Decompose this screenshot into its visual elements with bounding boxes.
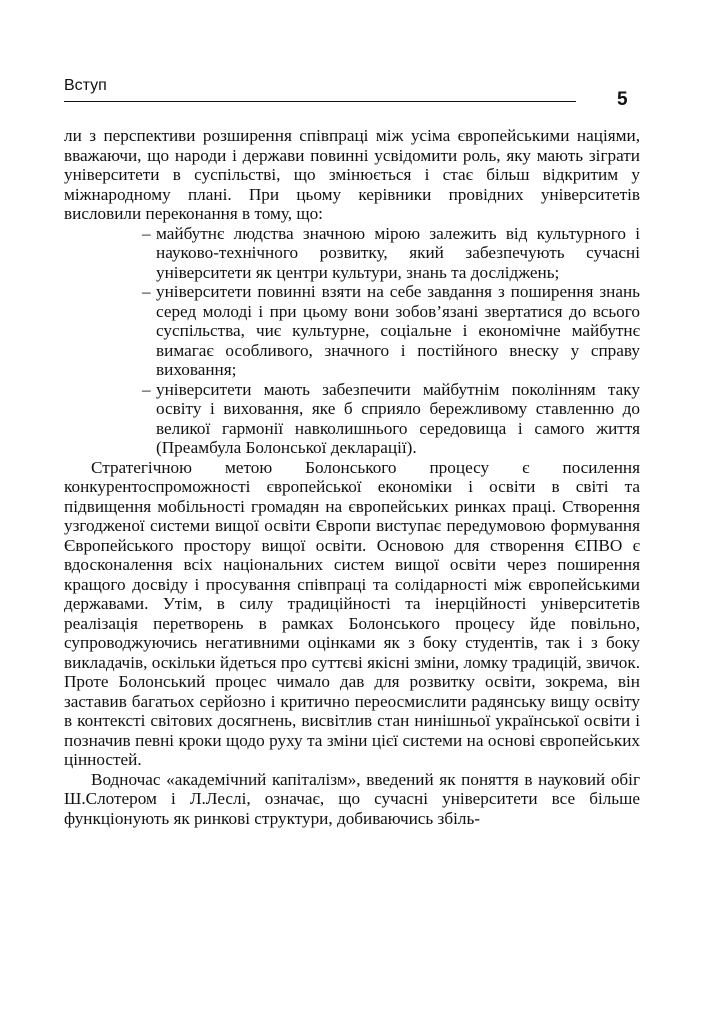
header-rule bbox=[64, 101, 576, 102]
page-header bbox=[64, 76, 630, 110]
bullet-list bbox=[64, 224, 640, 458]
body-paragraph: Стратегічною метою Болонського процесу є посилення конкурентоспроможності європейської економіки і освіти в світі та підвищення мобільності громадян на європейських ринках праці. Створення узгодженої системи вищої освіти Європи виступає передумовою формування Європейського простору вищої освіти. Основою для створення ЄПВО є вдосконалення всіх національних систем вищої освіти через поширення кращого досвіду і просування співпраці та солідарності між європейськими державами. Утім, в силу традиційності та інерційності університетів реалізація перетворень в рамках Болонського процесу йде повільно, супроводжуючись негативними оцінками як з боку студентів, так і з боку викладачів, оскільки йдеться про суттєві якісні зміни, ломку традицій, звичок. Проте Болонський процес чимало дав для розвитку освіти, зокрема, він заставив багатьох серйозно і критично переосмислити радянську вищу освіту в контексті світових досягнень, висвітлив стан нинішньої української освіти і позначив певні кроки щодо руху та зміни цієї системи на основі європейських цінностей. bbox=[64, 457, 640, 769]
bullet-item bbox=[142, 282, 640, 380]
bullet-text: університети повинні взяти на себе завдання з поширення знань серед молоді і при цьому вони зобов’язані звертатися до всього суспільства, чиє культурне, соціальне і економічне майбутнє вимагає особливого, значного і постійного внеску у справу виховання; bbox=[156, 282, 640, 379]
bullet-item bbox=[142, 380, 640, 458]
body-paragraph: Водночас «академічний капіталізм», введений як поняття в науковий обіг Ш.Слотером і Л.Леслі, означає, що сучасні університети все більше функціонують як ринкові структури, добиваючись збіль- bbox=[64, 769, 640, 828]
text-body bbox=[64, 126, 640, 828]
bullet-dash: – bbox=[142, 223, 151, 243]
bullet-text: майбутнє людства значною мірою залежить від культурного і науково-технічного розвитку, який забезпечують сучасні університети як центри культури, знань та досліджень; bbox=[156, 223, 640, 282]
page-number: 5 bbox=[617, 89, 628, 110]
bullet-item bbox=[142, 224, 640, 283]
bullet-text: університети мають забезпечити майбутнім поколінням таку освіту і виховання, яке б сприяло бережливому ставленню до великої гармонії навколишнього середовища і самого життя (Преамбула Болонської декларації). bbox=[156, 379, 640, 457]
intro-paragraph: ли з перспективи розширення співпраці між усіма європейськими націями, вважаючи, що народи і держави повинні усвідомити роль, яку мають зіграти університети в суспільстві, що змінюється і стає більш відкритим у міжнародному плані. При цьому керівники провідних університетів висловили переконання в тому, що: bbox=[64, 126, 640, 223]
section-title: Вступ bbox=[64, 77, 107, 94]
bullet-dash: – bbox=[142, 379, 151, 399]
bullet-dash: – bbox=[142, 282, 151, 301]
